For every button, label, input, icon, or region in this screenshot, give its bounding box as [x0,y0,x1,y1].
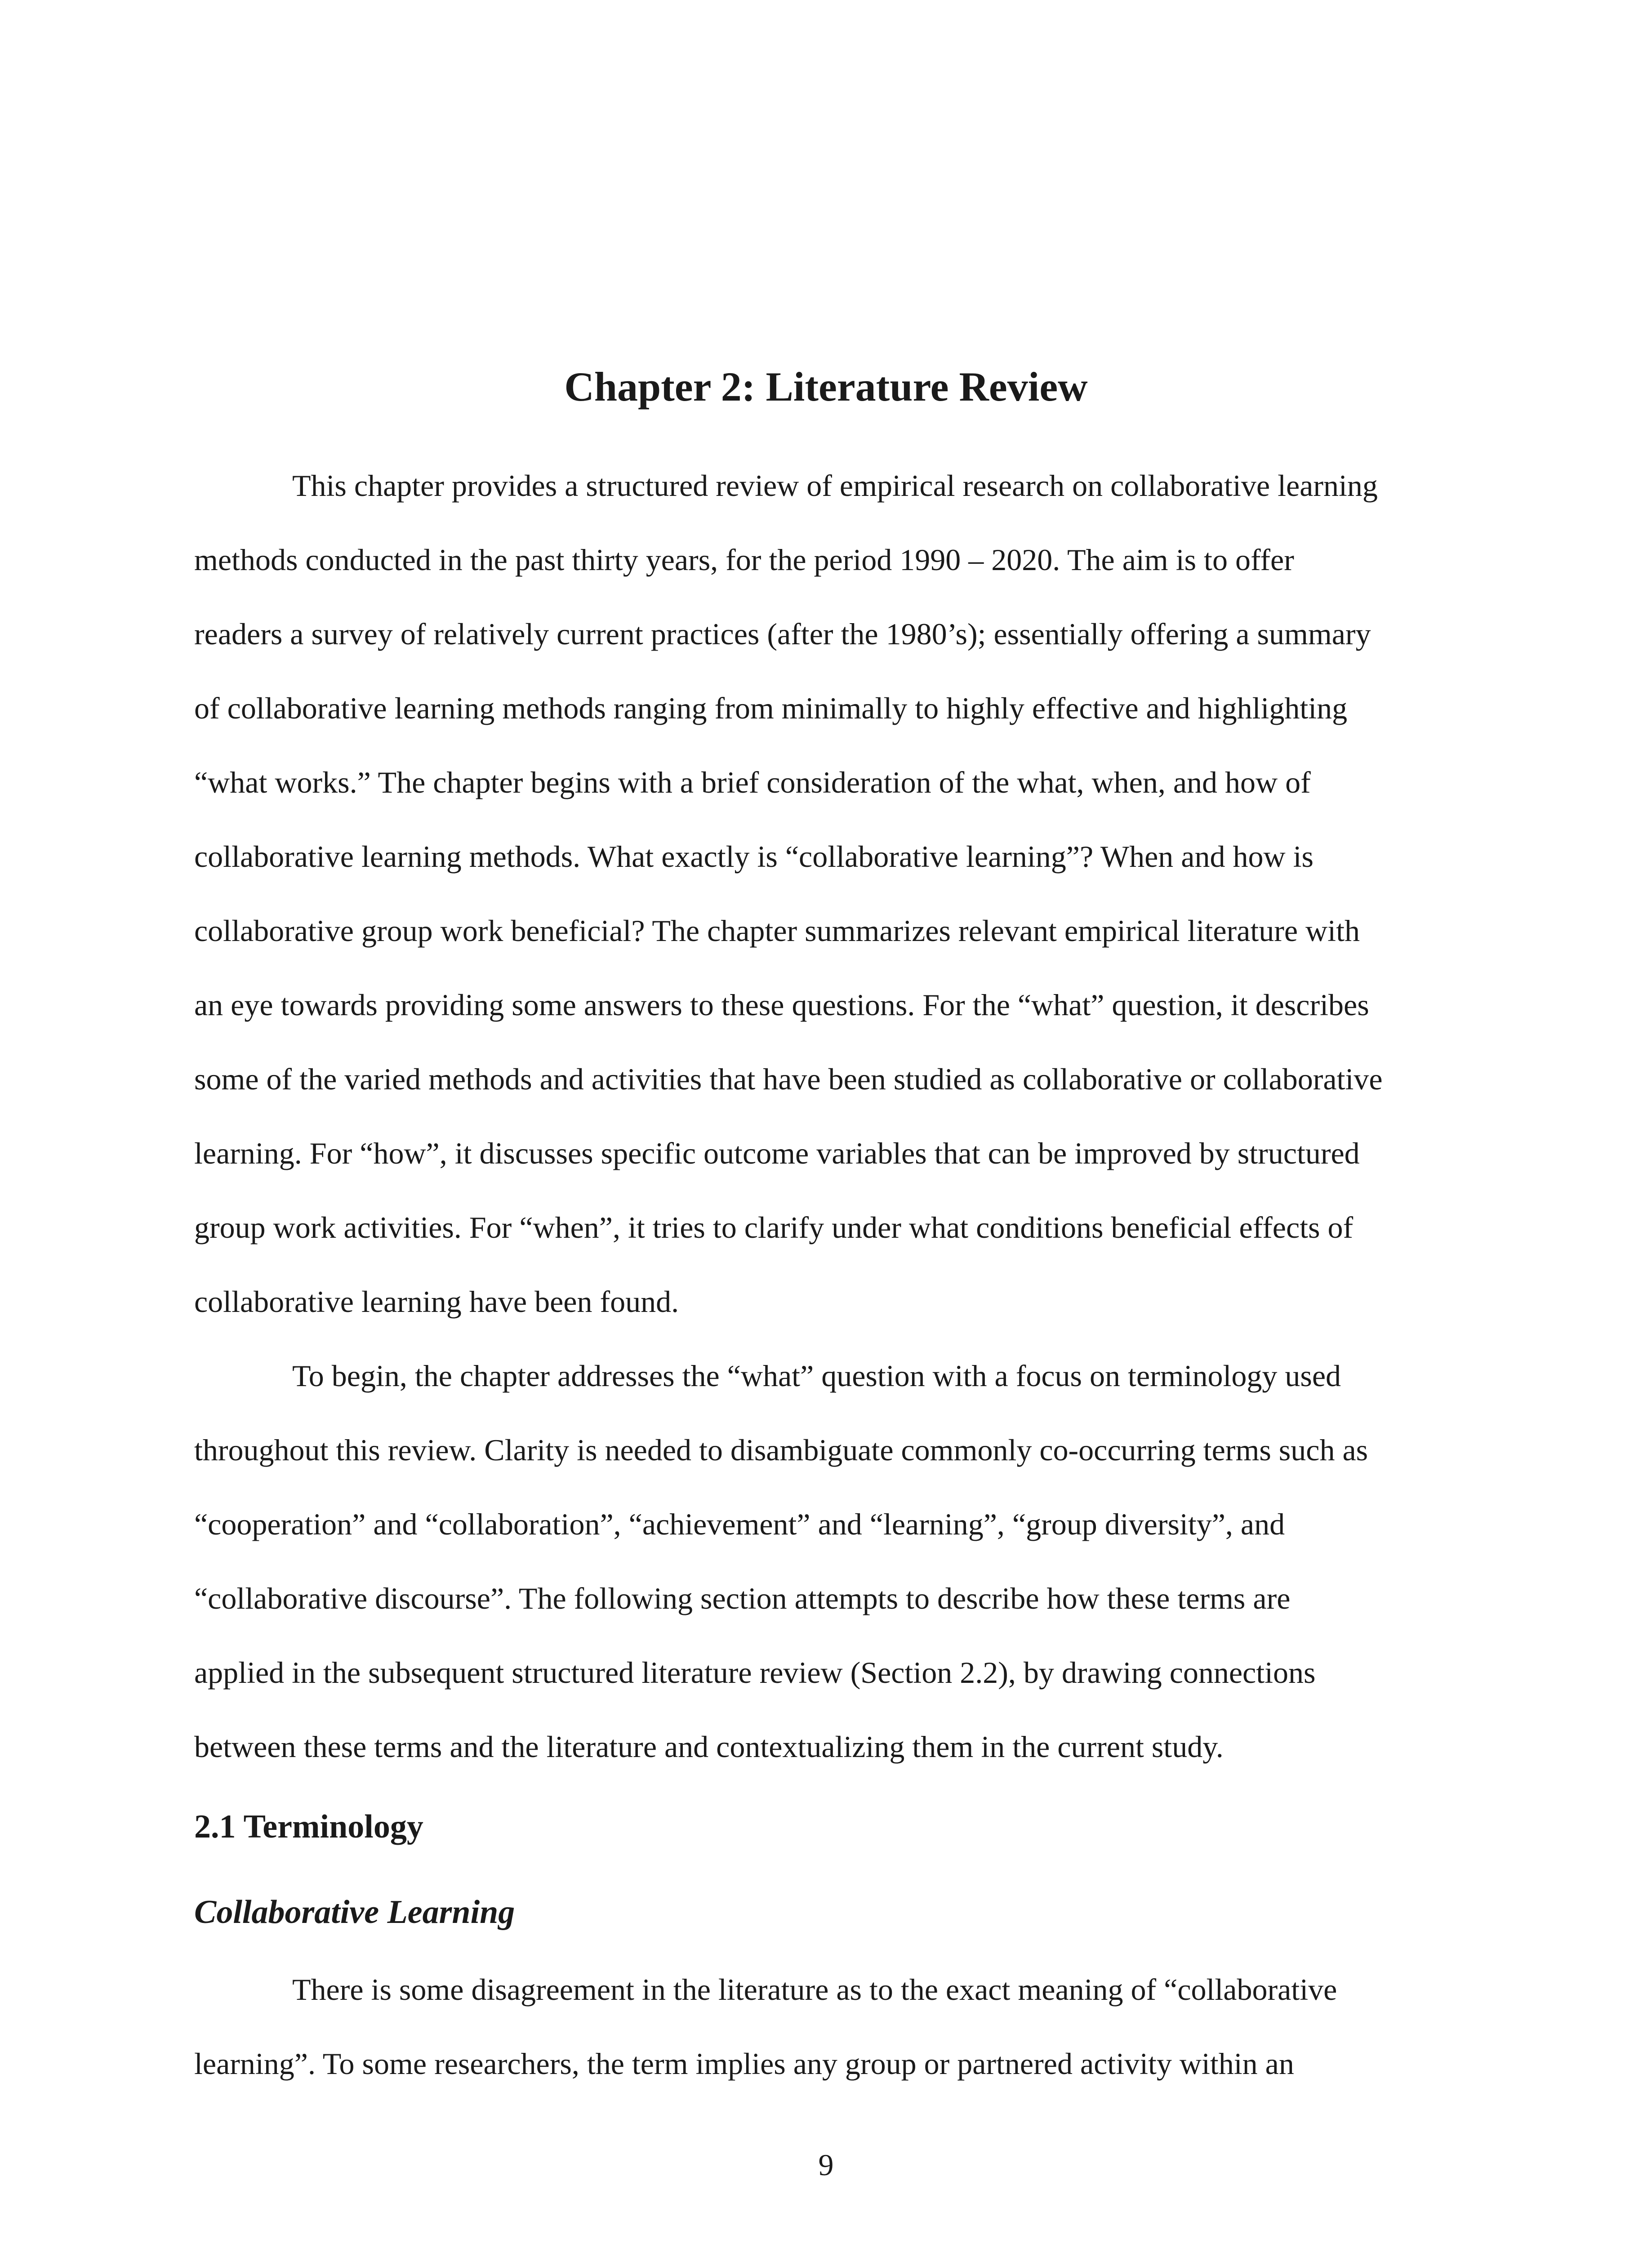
paragraph-2-line: applied in the subsequent structured literature review (Section 2.2), by drawing connections [194,1655,1316,1690]
paragraph-1-line: “what works.” The chapter begins with a brief consideration of the what, when, and how of [194,765,1311,799]
paragraph-3-line: learning”. To some researchers, the term implies any group or partnered activity within an [194,2047,1294,2081]
paragraph-2-line: between these terms and the literature and contextualizing them in the current study. [194,1730,1224,1764]
paragraph-1-line: methods conducted in the past thirty years, for the period 1990 – 2020. The aim is to offer [194,543,1294,577]
paragraph-1-line: collaborative learning methods. What exactly is “collaborative learning”? When and how is [194,839,1314,874]
chapter-title: Chapter 2: Literature Review [564,364,1088,410]
section-heading: 2.1 Terminology [194,1808,423,1845]
paragraph-2-line: “collaborative discourse”. The following section attempts to describe how these terms are [194,1581,1291,1615]
paragraph-2-line: throughout this review. Clarity is needed to disambiguate commonly co-occurring terms such as [194,1433,1368,1467]
paragraph-3-line: There is some disagreement in the literature as to the exact meaning of “collaborative [292,1972,1337,2007]
paragraph-1-line: of collaborative learning methods ranging from minimally to highly effective and highlighting [194,691,1348,725]
paragraph-1-line: readers a survey of relatively current practices (after the 1980’s); essentially offering a summary [194,617,1371,651]
paragraph-1-line: some of the varied methods and activities that have been studied as collaborative or collaborative [194,1062,1383,1096]
paragraph-1-line: learning. For “how”, it discusses specific outcome variables that can be improved by structured [194,1136,1360,1170]
paragraph-1-line: an eye towards providing some answers to these questions. For the “what” question, it describes [194,988,1369,1022]
paragraph-2-line: “cooperation” and “collaboration”, “achievement” and “learning”, “group diversity”, and [194,1507,1285,1541]
paragraph-1-line: collaborative learning have been found. [194,1285,679,1319]
paragraph-2-line: To begin, the chapter addresses the “what” question with a focus on terminology used [292,1359,1341,1393]
paragraph-1-line: collaborative group work beneficial? The chapter summarizes relevant empirical literature with [194,914,1360,948]
paragraph-1-line: group work activities. For “when”, it tries to clarify under what conditions beneficial effects of [194,1210,1354,1244]
paragraph-1-line: This chapter provides a structured review of empirical research on collaborative learning [292,468,1378,503]
page-number: 9 [818,2148,834,2182]
subsection-heading: Collaborative Learning [194,1894,515,1931]
